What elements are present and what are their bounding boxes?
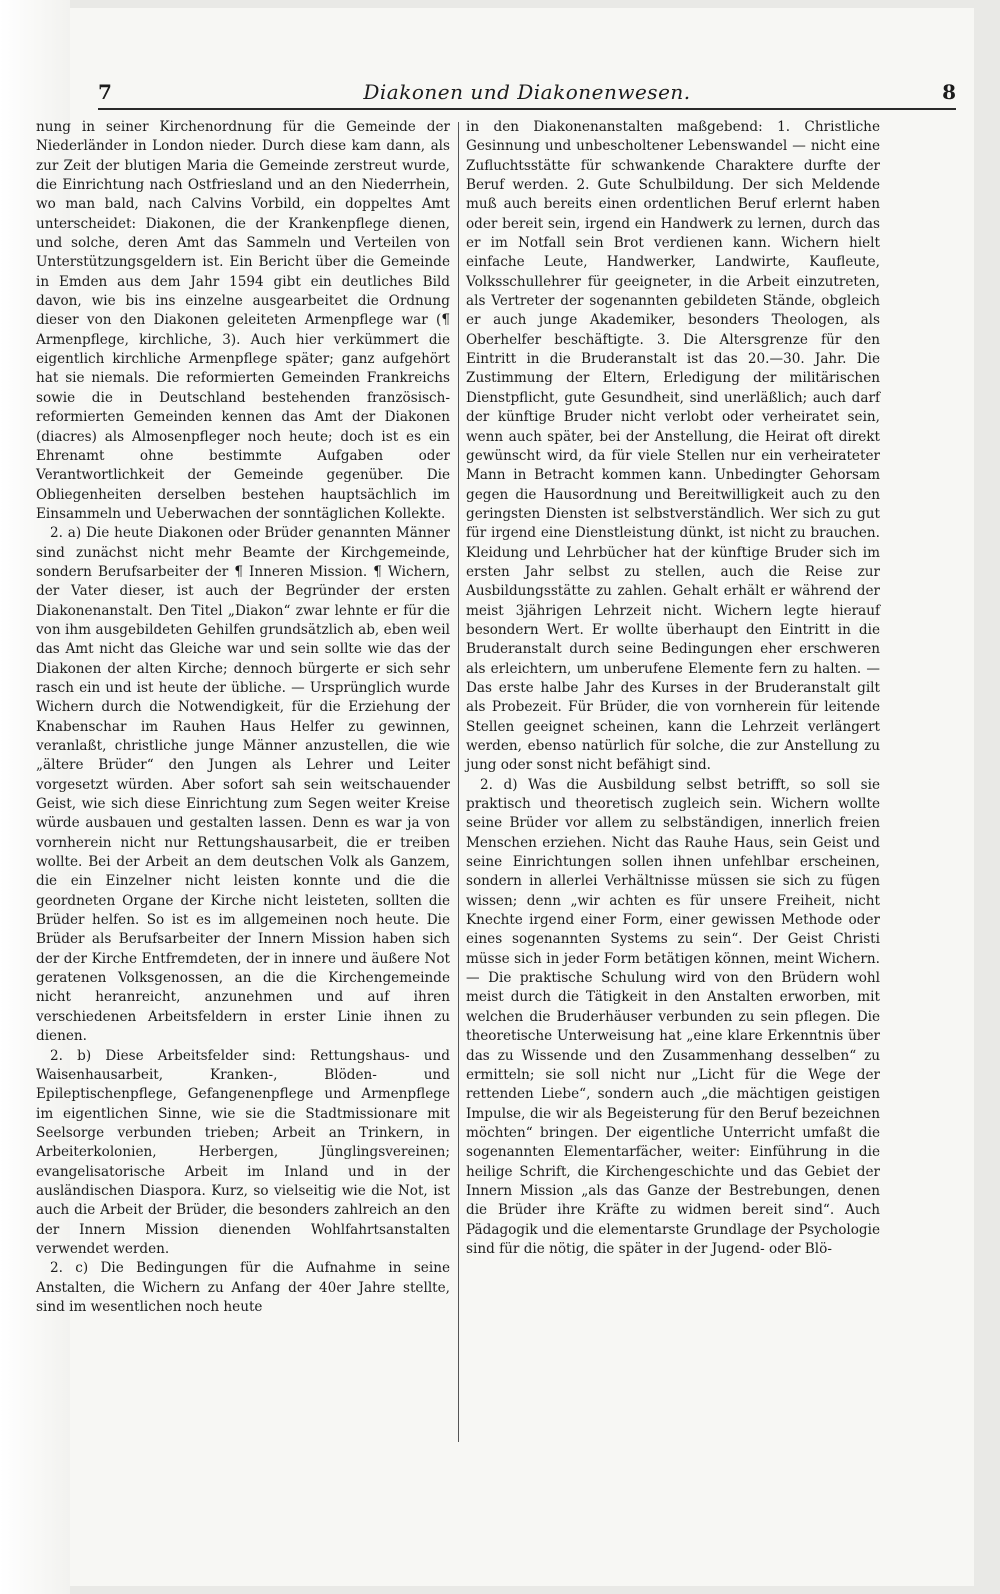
paragraph: 2. a) Die heute Diakonen oder Brüder genannten Männer sind zunächst nicht mehr Beamte der Kirchgemeinde, sondern Berufsarbeiter der ¶ Inneren Mission. ¶ Wichern, der Vater dieser, ist auch der Begründer der ersten Diakonenanstalt. Den Titel „Diakon“ zwar lehnte er für die von ihm ausgebildeten Gehilfen grundsätzlich ab, eben weil das Amt nicht das Gleiche war und sein sollte wie das der Diakonen der alten Kirche; dennoch bürgerte er sich sehr rasch ein und ist heute der übliche. — Ursprünglich wurde Wichern durch die Notwendigkeit, für die Erziehung der Knabenschar im Rauhen Haus Helfer zu gewinnen, veranlaßt, christliche junge Männer anzustellen, die wie „ältere Brüder“ den Jungen als Lehrer und Leiter vorgesetzt würden. Aber sofort sah sein weitschauender Geist, wie sich diese Einrichtung zum Segen weiter Kreise würde ausbauen und gestalten lassen. Denn es war ja von vornherein nicht nur Rettungshausarbeit, die er treiben wollte. Bei der Arbeit an dem deutschen Volk als Ganzem, die ein Einzelner nicht leisten konnte und die die geordneten Organe der Kirche nicht leisteten, sollten die Brüder helfen. So ist es im allgemeinen noch heute. Die Brüder als Berufsarbeiter der Innern Mission haben sich der der Kirche Entfremdeten, der in innere und äußere Not geratenen Volksgenossen, an die die Kirchengemeinde nicht heranreicht, anzunehmen und auf ihren verschiedenen Arbeitsfeldern in erster Linie ihnen zu dienen. (36, 525, 450, 1045)
paragraph: in den Diakonenanstalten maßgebend: 1. Christliche Gesinnung und unbescholtener Lebenswandel — nicht eine Zufluchtsstätte für schwankende Charaktere durfte der Beruf werden. 2. Gute Schulbildung. Der sich Meldende muß auch bereits einen ordentlichen Beruf erlernt haben oder bereit sein, irgend ein Handwerk zu lernen, durch das er im Notfall sein Brot verdienen kann. Wichern hielt einfache Leute, Handwerker, Landwirte, Kaufleute, Volksschullehrer für geeigneter, in die Arbeit einzutreten, als Vertreter der sogenannten gebildeten Stände, obgleich er auch junge Akademiker, besonders Theologen, als Oberhelfer beschäftigte. 3. Die Altersgrenze für den Eintritt in die Bruderanstalt ist das 20.—30. Jahr. Die Zustimmung der Eltern, Erledigung der militärischen Dienstpflicht, gute Gesundheit, sind unerläßlich; auch darf der künftige Bruder nicht verlobt oder verheiratet sein, wenn auch später, bei der Anstellung, die Heirat oft direkt gewünscht wird, da für viele Stellen nur ein verheirateter Mann in Betracht kommen kann. Unbedingter Gehorsam gegen die Hausordnung und Bereitwilligkeit auch zu den geringsten Diensten ist selbstverständlich. Wer sich zu gut für irgend eine Dienstleistung dünkt, ist nicht zu brauchen. Kleidung und Lehrbücher hat der künftige Bruder sich im ersten Jahr selbst zu stellen, auch die Reise zur Ausbildungsstätte zu zahlen. Gehalt erhält er während der meist 3jährigen Lehrzeit nicht. Wichern legte hierauf besondern Wert. Er wollte überhaupt den Eintritt in die Bruderanstalt durch seine Bedingungen eher erschweren als erleichtern, um unberufene Elemente fern zu halten. — Das erste halbe Jahr des Kurses in der Bruderanstalt gilt als Probezeit. Für Brüder, die von vornherein für leitende Stellen geeignet scheinen, kann die Lehrzeit verlängert werden, ebenso natürlich für solche, die zur Anstellung zu jung oder sonst nicht befähigt sind. (466, 119, 880, 774)
paragraph: 2. d) Was die Ausbildung selbst betrifft, so soll sie praktisch und theoretisch zugleich sein. Wichern wollte seine Brüder vor allem zu selbständigen, innerlich freien Menschen erziehen. Nicht das Rauhe Haus, sein Geist und seine Einrichtungen sollen ihnen unfehlbar erscheinen, sondern in allerlei Verhältnisse müssen sie sich zu fügen wissen; denn „wir achten es für unsere Freiheit, nicht Knechte irgend einer Form, einer gewissen Methode oder eines sogenannten Systems zu sein“. Der Geist Christi müsse sich in jeder Form betätigen können, meint Wichern. — Die praktische Schulung wird von den Brüdern wohl meist durch die Tätigkeit in den Anstalten erworben, mit welchen die Bruderhäuser verbunden zu sein pflegen. Die theoretische Unterweisung hat „eine klare Erkenntnis über das zu Wissende und den Zusammenhang desselben“ zu ermitteln; sie soll nicht nur „Licht für die Wege der rettenden Liebe“, sondern auch „die mächtigen geistigen Impulse, die wir als Begeisterung für den Beruf bezeichnen möchten“ bringen. Der eigentliche Unterricht umfaßt die sogenannten Elementarfächer, weiter: Einführung in die heilige Schrift, die Kirchengeschichte und das Gebiet der Innern Mission „als das Ganze der Bestrebungen, denen die Brüder ihre Kräfte zu widmen bereit sind“. Auch Pädagogik und die elementarste Grundlage der Psychologie sind für die nötig, die später in der Jugend- oder Blö- (466, 776, 880, 1257)
column-divider (458, 122, 459, 1442)
running-title: Diakonen und Diakonenwesen. (363, 80, 691, 104)
paragraph: nung in seiner Kirchenordnung für die Gemeinde der Niederländer in London nieder. Durch diese kam dann, als zur Zeit der blutigen Maria die Gemeinde zerstreut wurde, die Einrichtung nach Ostfriesland und an den Niederrhein, wo man bald, nach Calvins Vorbild, ein doppeltes Amt unterscheidet: Diakonen, die der Krankenpflege dienen, und solche, deren Amt das Sammeln und Verteilen von Unterstützungsgeldern ist. Ein Bericht über die Gemeinde in Emden aus dem Jahr 1594 gibt ein deutliches Bild davon, wie bis ins einzelne ausgearbeitet die Ordnung dieser von den Diakonen geleiteten Armenpflege war (¶ Armenpflege, kirchliche, 3). Auch hier verkümmert die eigentlich kirchliche Armenpflege später; ganz aufgehört hat sie niemals. Die reformierten Gemeinden Frankreichs sowie die in Deutschland bestehenden französisch-reformierten Gemeinden kennen das Amt der Diakonen (diacres) als Almosenpfleger noch heute; doch ist es ein Ehrenamt ohne bestimmte Aufgaben oder Verantwortlichkeit der Gemeinde gegenüber. Die Obliegenheiten derselben bestehen hauptsächlich im Einsammeln und Ueberwachen der sonntäglichen Kollekte. (36, 119, 450, 522)
right-column (466, 118, 880, 1438)
paragraph: 2. b) Diese Arbeitsfelder sind: Rettungshaus- und Waisenhausarbeit, Kranken-, Blöden- und Epileptischenpflege, Gefangenenpflege und Armenpflege im eigentlichen Sinne, wie sie die Stadtmissionare mit Seelsorge verbunden trieben; Arbeit an Trinkern, in Arbeiterkolonien, Herbergen, Jünglingsvereinen; evangelisatorische Arbeit im Inland und in der ausländischen Diaspora. Kurz, so vielseitig wie die Not, ist auch die Arbeit der Brüder, die besonders zahlreich an den der Innern Mission dienenden Wohlfahrtsanstalten verwendet werden. (36, 1047, 450, 1257)
page-number-right: 8 (942, 80, 956, 104)
header-rule (98, 108, 956, 110)
paragraph: 2. c) Die Bedingungen für die Aufnahme in seine Anstalten, die Wichern zu Anfang der 40er Jahre stellte, sind im wesentlichen noch heute (36, 1260, 450, 1315)
page-number-left: 7 (98, 80, 112, 104)
left-column (36, 118, 450, 1438)
running-header (98, 74, 956, 108)
